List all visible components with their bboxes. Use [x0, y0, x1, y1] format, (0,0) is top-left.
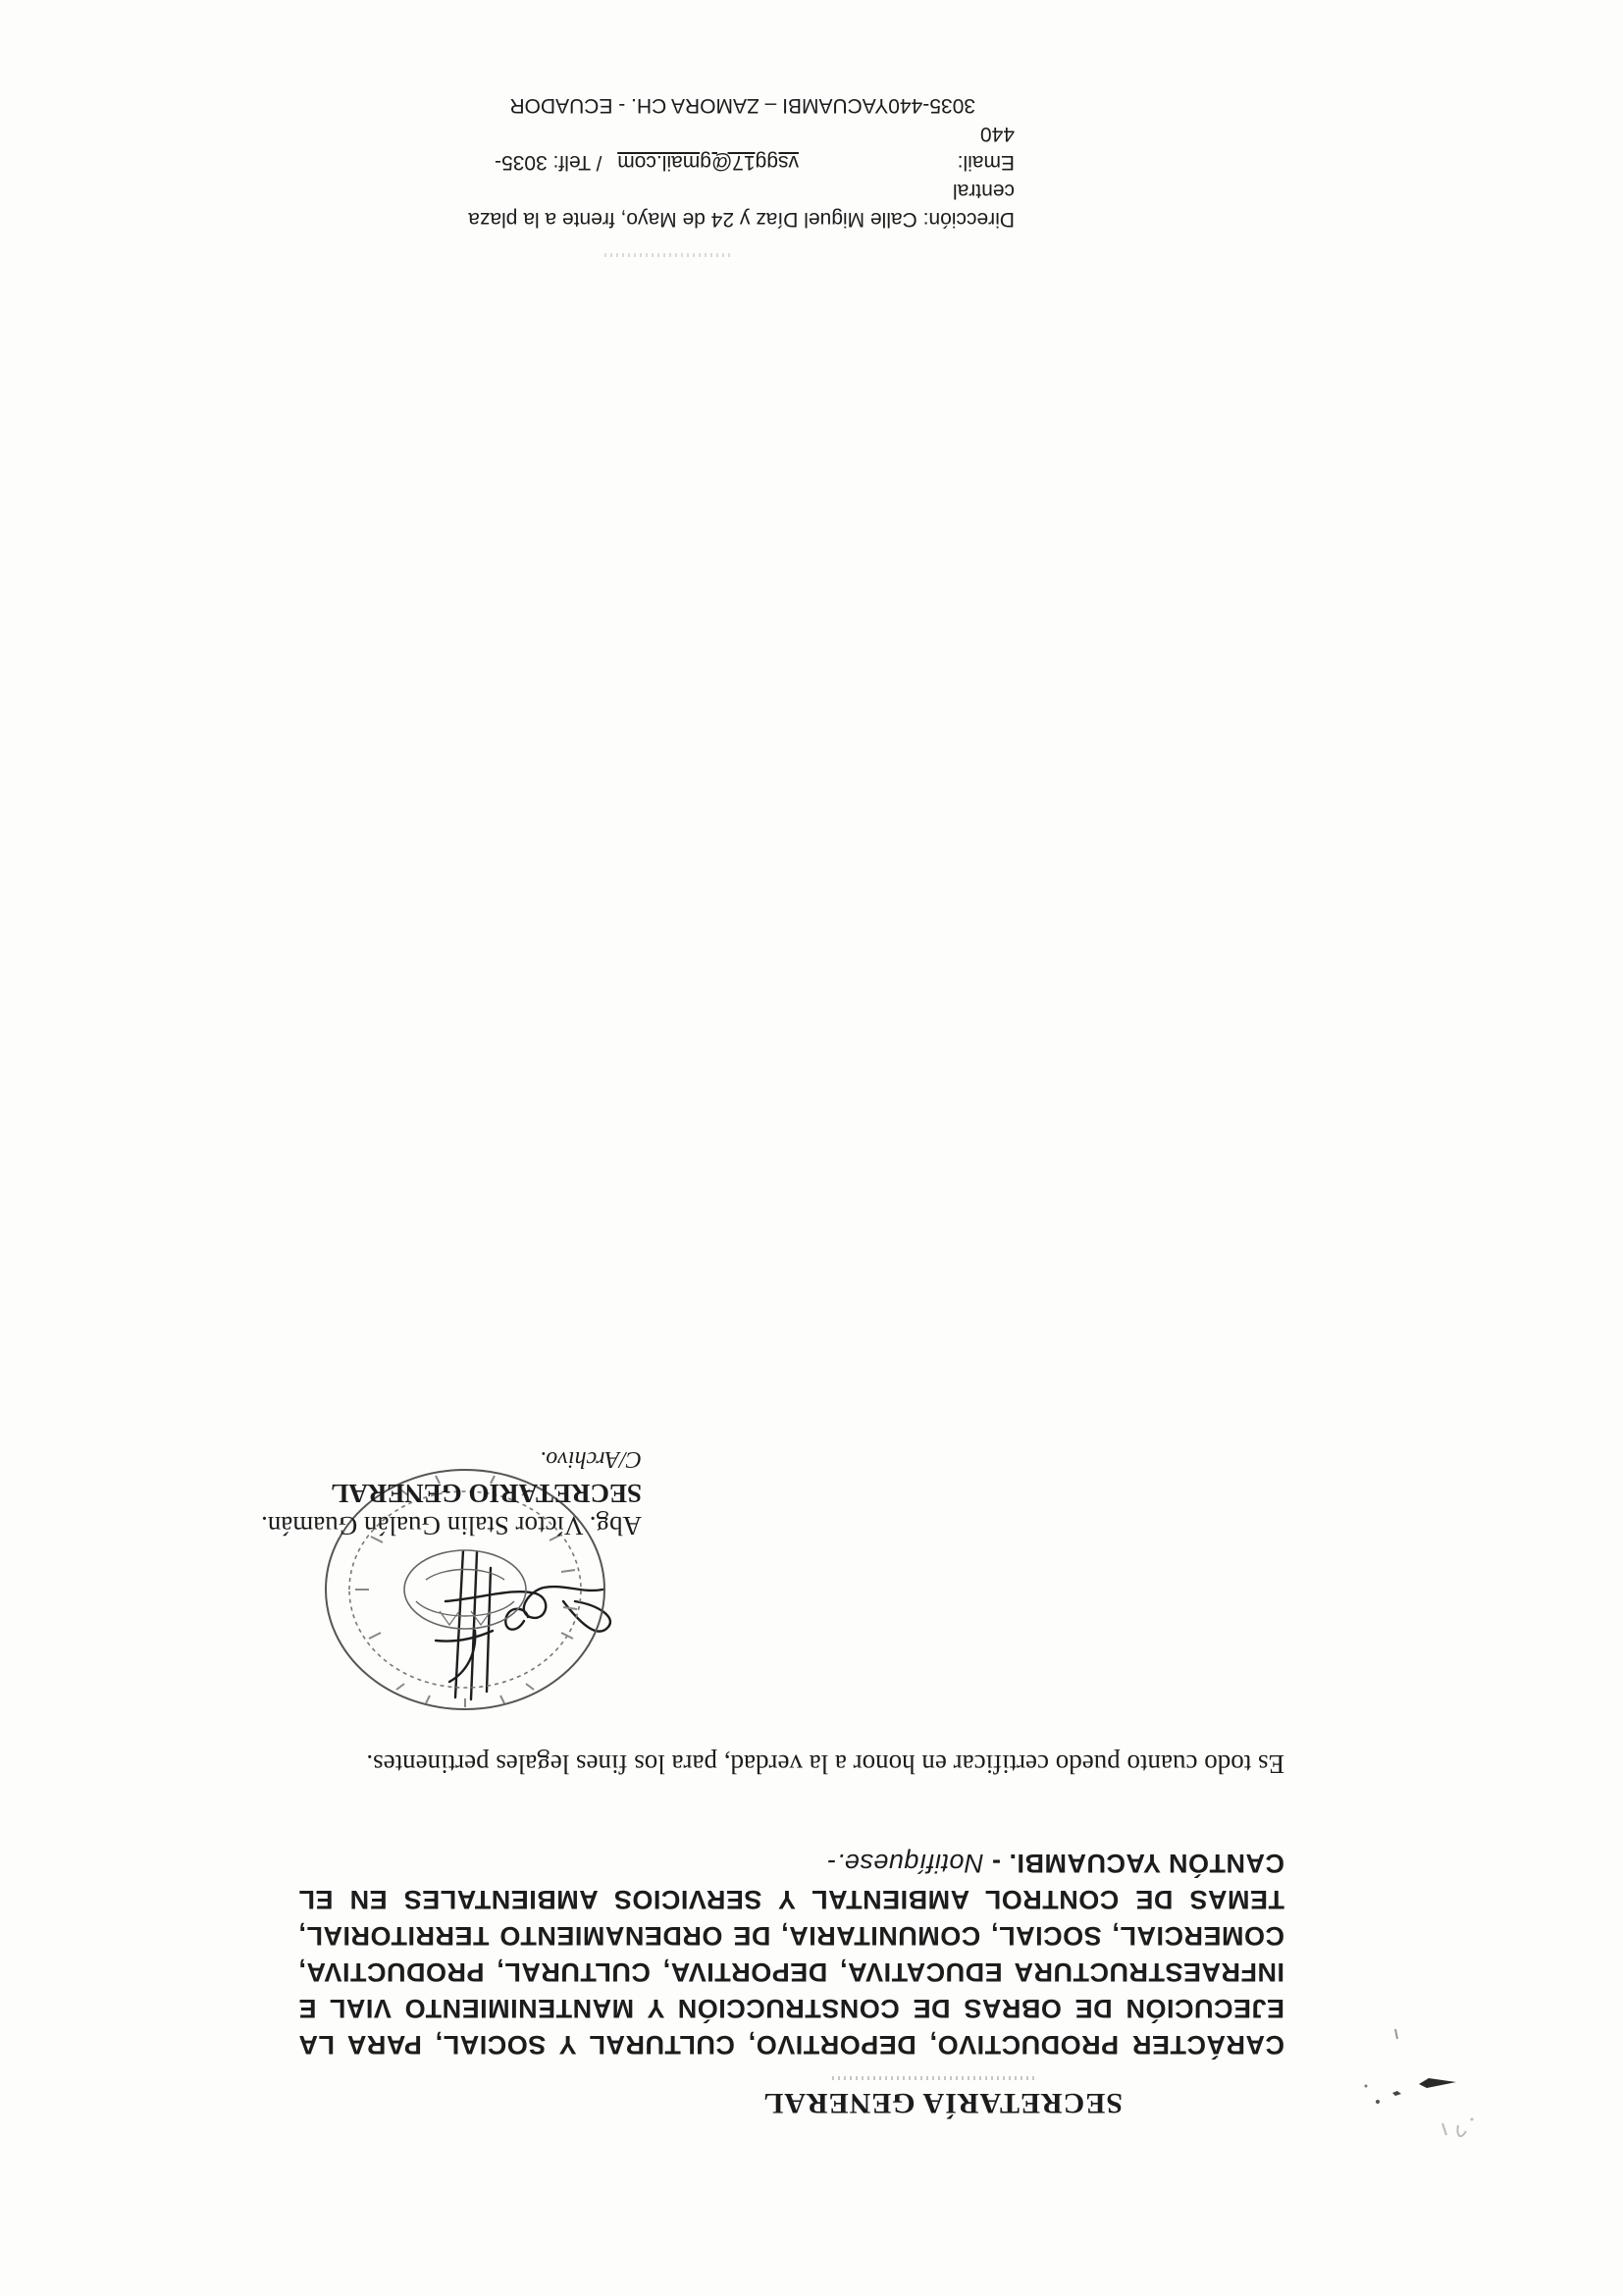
- resolution-last-line: [827, 1849, 1161, 1878]
- copy-to-archive: C/Archivo.: [540, 1446, 642, 1472]
- scan-dots: [828, 2076, 1034, 2080]
- signer-name: Abg. Víctor Stalin Gualán Guamán.: [261, 1511, 642, 1540]
- footer-email-label: Email:: [957, 151, 1015, 174]
- resolution-paragraph: CARÁCTER PRODUCTIVO, DEPORTIVO, CULTURAL Y SOCIAL, PARA LA EJECUCIÓN DE OBRAS DE CONSTRUCCIÓN Y MANTENIMIENTO VIAL E INFRAESTRUCTURA EDUCATIVA, DEPORTIVA, CULTURAL, PRODUCTIVA, COMERCIAL, SOCIAL, COMUNITARIA, DE ORDENAMIENTO TERRITORIAL, TEMAS DE CONTROL AMBIENTAL Y SERVICIOS AMBIENTALES EN EL CANTÓN: [298, 1849, 1284, 2060]
- scan-dots: [602, 253, 730, 257]
- footer-phone: / Telf: 3035-440: [495, 123, 1015, 174]
- footer-location: 3035-440YACUAMBI – ZAMORA CH. - ECUADOR: [509, 94, 975, 117]
- certification-closing: Es todo cuanto puedo certificar en honor a la verdad, para los fines legales pertinentes.: [366, 1749, 1284, 1779]
- footer-contact-row: [465, 120, 1015, 177]
- footer-address: Dirección: Calle Miguel Díaz y 24 de Mayo, frente a la plaza central: [468, 180, 1015, 231]
- footer-email-link[interactable]: vsgg17@gmail.com: [617, 151, 799, 174]
- resolution-last-line-start: YACUAMBI. -: [983, 1849, 1161, 1878]
- signature-block: [249, 1445, 642, 1540]
- page-title: SECRETARÍA GENERAL: [762, 2087, 1123, 2119]
- page-footer: [465, 91, 1015, 234]
- resolution-text: [298, 1845, 1284, 2062]
- signer-title: SECRETARIO GENERAL: [331, 1479, 642, 1508]
- notify-text: Notifíquese.-: [826, 1849, 984, 1878]
